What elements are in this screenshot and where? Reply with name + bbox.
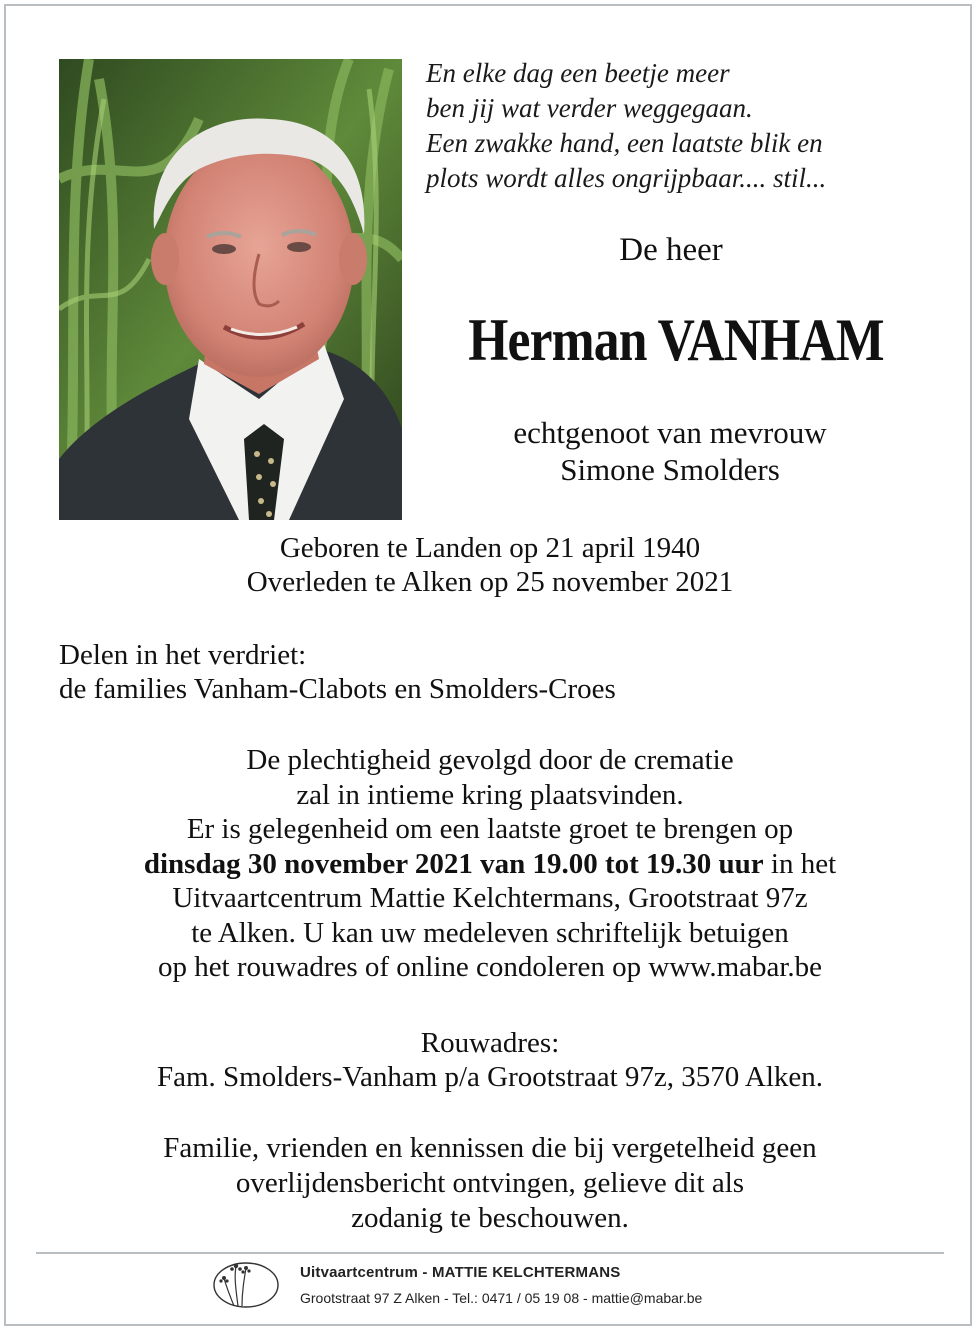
poem-line: Een zwakke hand, een laatste blik en xyxy=(426,128,823,158)
ceremony-line: De plechtigheid gevolgd door de crematie xyxy=(246,744,734,776)
poem-line: En elke dag een beetje meer xyxy=(426,58,730,88)
spouse-line: echtgenoot van mevrouw xyxy=(513,415,827,450)
death-line: Overleden te Alken op 25 november 2021 xyxy=(246,566,734,598)
ceremony-line: op het rouwadres of online condoleren op www.mabar.be xyxy=(157,951,823,983)
portrait-photo xyxy=(59,59,402,520)
poem-line: ben jij wat verder weggegaan. xyxy=(426,93,753,123)
spouse-block xyxy=(420,414,920,488)
notice-line: Familie, vrienden en kennissen die bij vergetelheid geen xyxy=(163,1132,817,1164)
notice-line: overlijdensbericht ontvingen, gelieve dit als xyxy=(235,1167,745,1199)
footer-company: Uitvaartcentrum - MATTIE KELCHTERMANS xyxy=(300,1264,621,1281)
poem-line: plots wordt alles ongrijpbaar.... stil... xyxy=(426,163,827,193)
ceremony-line: Uitvaartcentrum Mattie Kelchtermans, Grootstraat 97z xyxy=(172,882,808,914)
sharing-label: Delen in het verdriet: xyxy=(59,639,307,671)
birth-line: Geboren te Landen op 21 april 1940 xyxy=(279,532,701,564)
ceremony-line-rest: in het xyxy=(763,847,837,880)
flower-logo-icon xyxy=(212,1260,282,1310)
ceremony-line: Er is gelegenheid om een laatste groet te brengen op xyxy=(186,813,794,845)
ceremony-info xyxy=(0,743,980,985)
poem xyxy=(426,56,946,196)
honorific: De heer xyxy=(619,232,723,268)
notice xyxy=(0,1131,980,1236)
sharing-grief xyxy=(59,638,939,706)
deceased-name: Herman VANHAM xyxy=(468,307,884,373)
ceremony-line: te Alken. U kan uw medeleven schriftelijk betuigen xyxy=(191,916,789,949)
address-label: Rouwadres: xyxy=(420,1027,560,1059)
spouse-name: Simone Smolders xyxy=(560,452,780,487)
ceremony-line xyxy=(0,847,980,882)
footer-divider xyxy=(36,1252,944,1254)
sharing-families: de families Vanham-Clabots en Smolders-Croes xyxy=(59,673,616,705)
mourning-address xyxy=(0,1026,980,1094)
ceremony-datetime: dinsdag 30 november 2021 van 19.00 tot 19.30 uur xyxy=(143,847,764,880)
ceremony-line: zal in intieme kring plaatsvinden. xyxy=(296,778,684,811)
address-value: Fam. Smolders-Vanham p/a Grootstraat 97z, 3570 Alken. xyxy=(156,1061,824,1093)
notice-line: zodanig te beschouwen. xyxy=(351,1202,629,1234)
footer-contact: Grootstraat 97 Z Alken - Tel.: 0471 / 05 19 08 - mattie@mabar.be xyxy=(300,1290,703,1306)
life-dates xyxy=(0,531,980,599)
